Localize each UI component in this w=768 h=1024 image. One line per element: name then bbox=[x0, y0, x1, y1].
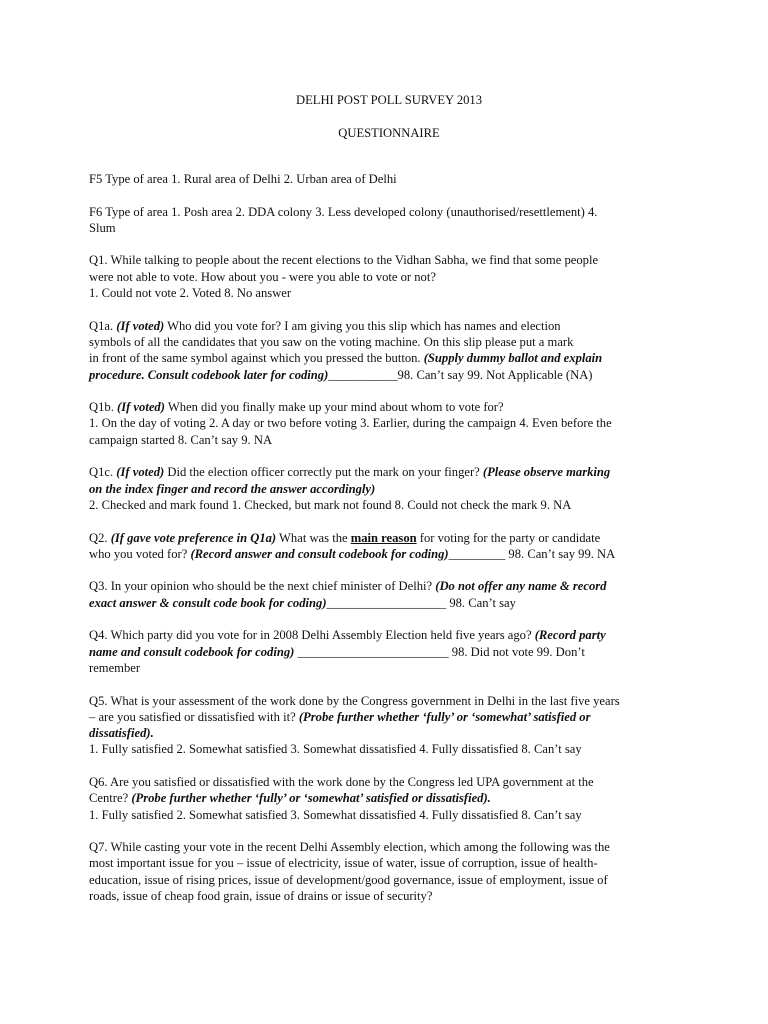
q1a-instruction-part2: procedure. Consult codebook later for coding) bbox=[89, 367, 329, 382]
q1-line2: were not able to vote. How about you - were you able to vote or not? bbox=[89, 269, 436, 284]
q1b-options-line1: 1. On the day of voting 2. A day or two before voting 3. Earlier, during the campaign 4. Even before the bbox=[89, 416, 612, 431]
document-page bbox=[89, 92, 689, 904]
q3-line1-start: Q3. In your opinion who should be the next chief minister of Delhi? bbox=[89, 579, 436, 594]
q1b-prefix: Q1b. bbox=[89, 400, 114, 415]
q2-emphasis: main reason bbox=[350, 530, 417, 545]
question-q1 bbox=[89, 252, 689, 301]
q1a-line3 bbox=[89, 350, 689, 366]
q1a-line2: symbols of all the candidates that you saw on the voting machine. On this slip please put a mark bbox=[89, 334, 574, 349]
q6-line1: Q6. Are you satisfied or dissatisfied with the work done by the Congress led UPA government at the bbox=[89, 774, 594, 789]
question-q7 bbox=[89, 839, 689, 904]
q5-line1: Q5. What is your assessment of the work done by the Congress government in Delhi in the last five years bbox=[89, 693, 620, 708]
q1c-line2 bbox=[89, 481, 689, 497]
q4-instruction-part2: name and consult codebook for coding) bbox=[89, 644, 295, 659]
q1a-line3-text: in front of the same symbol against which you pressed the button. bbox=[89, 351, 424, 366]
q5-line3 bbox=[89, 725, 689, 741]
question-q2 bbox=[89, 530, 689, 563]
q1c-line1-text: Did the election officer correctly put the mark on your finger? bbox=[164, 465, 483, 480]
q4-line1-start: Q4. Which party did you vote for in 2008 Delhi Assembly Election held five years ago? bbox=[89, 628, 535, 643]
q4-line3: remember bbox=[89, 660, 141, 675]
q1c-instruction-part2: on the index finger and record the answer accordingly) bbox=[89, 481, 376, 496]
question-q3 bbox=[89, 578, 689, 611]
q1a-line4 bbox=[89, 367, 689, 383]
q7-line1: Q7. While casting your vote in the recent Delhi Assembly election, which among the following was the bbox=[89, 840, 610, 855]
q1a-prefix: Q1a. bbox=[89, 318, 114, 333]
question-q1b bbox=[89, 399, 689, 448]
q2-prefix: Q2. bbox=[89, 530, 111, 545]
q5-instruction-part1: (Probe further whether ‘fully’ or ‘somewhat’ satisfied or bbox=[298, 709, 591, 724]
q1b-line1 bbox=[89, 399, 689, 415]
q2-line1-mid: What was the bbox=[276, 530, 351, 545]
q7-line2: most important issue for you – issue of electricity, issue of water, issue of corruption, issue of health- bbox=[89, 856, 598, 871]
q1c-prefix: Q1c. bbox=[89, 465, 114, 480]
question-q1c bbox=[89, 464, 689, 513]
q7-line4: roads, issue of cheap food grain, issue of drains or issue of security? bbox=[89, 889, 433, 904]
q5-options: 1. Fully satisfied 2. Somewhat satisfied 3. Somewhat dissatisfied 4. Fully dissatisfied 8. Can’t say bbox=[89, 742, 582, 757]
q5-line2-start: – are you satisfied or dissatisfied with it? bbox=[89, 709, 299, 724]
q3-options: ___________________ 98. Can’t say bbox=[326, 595, 516, 610]
q1a-line1 bbox=[89, 318, 689, 334]
question-f5 bbox=[89, 171, 689, 187]
q2-condition: (If gave vote preference in Q1a) bbox=[110, 530, 277, 545]
f5-text: F5 Type of area 1. Rural area of Delhi 2. Urban area of Delhi bbox=[89, 172, 397, 186]
q6-line2 bbox=[89, 790, 689, 806]
q1a-instruction-part1: (Supply dummy ballot and explain bbox=[423, 351, 603, 366]
q1b-line1-text: When did you finally make up your mind about whom to vote for? bbox=[164, 400, 504, 415]
q3-instruction-part2: exact answer & consult code book for coding) bbox=[89, 595, 327, 610]
question-f6 bbox=[89, 204, 689, 237]
q1c-condition: (If voted) bbox=[116, 465, 165, 480]
q2-options: _________ 98. Can’t say 99. NA bbox=[448, 546, 616, 561]
q1c-line1 bbox=[89, 464, 689, 480]
question-q6 bbox=[89, 774, 689, 823]
question-q5 bbox=[89, 693, 689, 758]
q1b-options-line2: campaign started 8. Can’t say 9. NA bbox=[89, 432, 273, 447]
q3-line2 bbox=[89, 595, 689, 611]
q1a-condition: (If voted) bbox=[116, 318, 165, 333]
q6-line2-start: Centre? bbox=[89, 791, 132, 806]
q2-line2-start: who you voted for? bbox=[89, 546, 191, 561]
q4-line2 bbox=[89, 644, 689, 660]
q4-instruction-part1: (Record party bbox=[534, 628, 606, 643]
question-q4 bbox=[89, 627, 689, 676]
q1a-line1-text: Who did you vote for? I am giving you this slip which has names and election bbox=[164, 318, 561, 333]
q3-line1 bbox=[89, 578, 689, 594]
q1c-instruction-part1: (Please observe marking bbox=[482, 465, 611, 480]
q6-options: 1. Fully satisfied 2. Somewhat satisfied 3. Somewhat dissatisfied 4. Fully dissatisfied 8. Can’t say bbox=[89, 807, 582, 822]
q1-line1: Q1. While talking to people about the recent elections to the Vidhan Sabha, we find that some people bbox=[89, 253, 599, 268]
f6-line1: F6 Type of area 1. Posh area 2. DDA colony 3. Less developed colony (unauthorised/resettlement) 4. bbox=[89, 204, 598, 219]
f6-line2: Slum bbox=[89, 220, 116, 235]
q1a-options: ___________98. Can’t say 99. Not Applicable (NA) bbox=[328, 367, 593, 382]
document-subtitle: QUESTIONNAIRE bbox=[338, 126, 440, 140]
q4-options: ________________________ 98. Did not vote 99. Don’t bbox=[294, 644, 585, 659]
q3-instruction-part1: (Do not offer any name & record bbox=[435, 579, 607, 594]
q4-line1 bbox=[89, 627, 689, 643]
document-title: DELHI POST POLL SURVEY 2013 bbox=[295, 93, 483, 107]
q2-line1 bbox=[89, 530, 689, 546]
q6-instruction: (Probe further whether ‘fully’ or ‘somewhat’ satisfied or dissatisfied). bbox=[131, 791, 491, 806]
q7-line3: education, issue of rising prices, issue of development/good governance, issue of employment, issue of bbox=[89, 872, 608, 887]
q5-instruction-part2: dissatisfied). bbox=[89, 726, 154, 741]
q2-instruction: (Record answer and consult codebook for coding) bbox=[190, 546, 449, 561]
question-q1a bbox=[89, 318, 689, 383]
q1b-condition: (If voted) bbox=[117, 400, 165, 415]
q5-line2 bbox=[89, 709, 689, 725]
q1c-options: 2. Checked and mark found 1. Checked, but mark not found 8. Could not check the mark 9. NA bbox=[89, 497, 572, 512]
q2-line2 bbox=[89, 546, 689, 562]
q2-line1-text: for voting for the party or candidate bbox=[416, 530, 601, 545]
q1-options: 1. Could not vote 2. Voted 8. No answer bbox=[89, 286, 292, 301]
